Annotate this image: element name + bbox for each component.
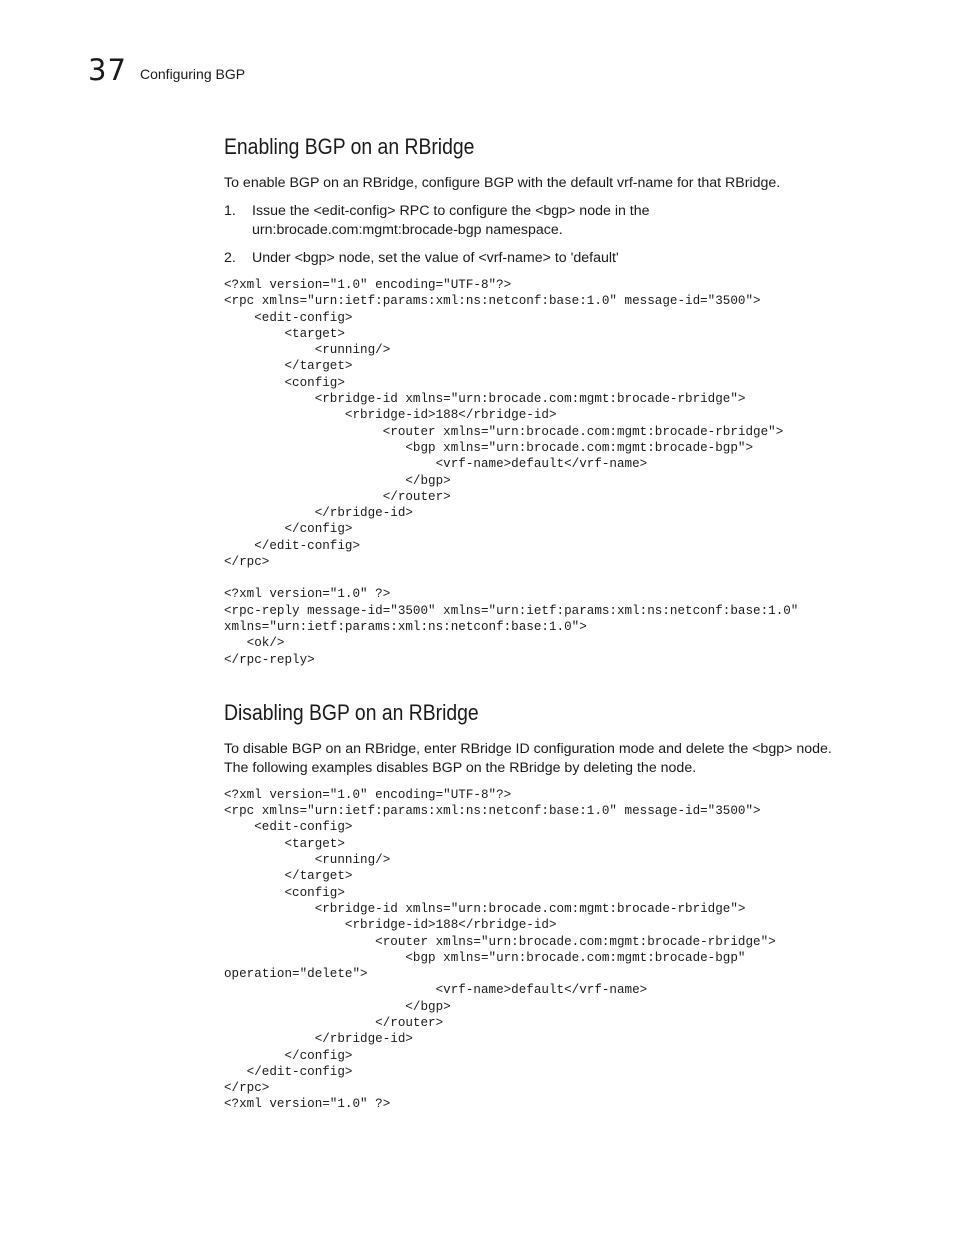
list-item <box>224 202 864 240</box>
list-item <box>224 249 864 268</box>
step-number: 1. <box>224 203 236 219</box>
disable-request-code-block: <?xml version="1.0" encoding="UTF-8"?> <rpc xmlns="urn:ietf:params:xml:ns:netconf:base:1.0" message-id="3500"> <edit-config> <target> <running/> </target> <config> <rbridge-id xmlns="urn:brocade.com:mgmt:brocade-rbridge"> <rbridge-id>188</rbridge-id> <router xmlns="urn:brocade.com:mgmt:brocade-rbridge"> <bgp xmlns="urn:brocade.com:mgmt:brocade-bgp" operation="delete"> <vrf-name>default</vrf-name> </bgp> </router> </rbridge-id> </config> </edit-config> </rpc> <?xml version="1.0" ?> <box>224 787 776 1112</box>
disable-intro-line-2: The following examples disables BGP on the RBridge by deleting the node. <box>224 759 697 776</box>
enable-steps-list <box>224 202 864 268</box>
enable-intro-paragraph: To enable BGP on an RBridge, configure BGP with the default vrf-name for that RBridge. <box>224 175 781 191</box>
step-text: Under <bgp> node, set the value of <vrf-name> to 'default' <box>252 250 619 266</box>
page-content <box>224 130 864 1113</box>
step-text-continued: urn:brocade.com:mgmt:brocade-bgp namespace. <box>252 222 563 238</box>
enable-request-code-block: <?xml version="1.0" encoding="UTF-8"?> <rpc xmlns="urn:ietf:params:xml:ns:netconf:base:1.0" message-id="3500"> <edit-config> <target> <running/> </target> <config> <rbridge-id xmlns="urn:brocade.com:mgmt:brocade-rbridge"> <rbridge-id>188</rbridge-id> <router xmlns="urn:brocade.com:mgmt:brocade-rbridge"> <bgp xmlns="urn:brocade.com:mgmt:brocade-bgp"> <vrf-name>default</vrf-name> </bgp> </router> </rbridge-id> </config> </edit-config> </rpc> <box>224 278 784 570</box>
disable-intro-paragraph <box>224 740 864 778</box>
section-heading-disable: Disabling BGP on an RBridge <box>224 699 479 725</box>
enable-reply-code-block: <?xml version="1.0" ?> <rpc-reply message-id="3500" xmlns="urn:ietf:params:xml:ns:netconf:base:1.0" xmlns="urn:ietf:params:xml:ns:netconf:base:1.0"> <ok/> </rpc-reply> <box>224 587 799 667</box>
section-heading-enable: Enabling BGP on an RBridge <box>224 134 475 159</box>
step-text: Issue the <edit-config> RPC to configure the <bgp> node in the <box>252 203 650 219</box>
chapter-number: 37 <box>88 53 127 87</box>
step-number: 2. <box>224 250 236 266</box>
disable-intro-line-1: To disable BGP on an RBridge, enter RBridge ID configuration mode and delete the <bgp> node. <box>224 740 832 757</box>
chapter-title: Configuring BGP <box>140 66 246 82</box>
